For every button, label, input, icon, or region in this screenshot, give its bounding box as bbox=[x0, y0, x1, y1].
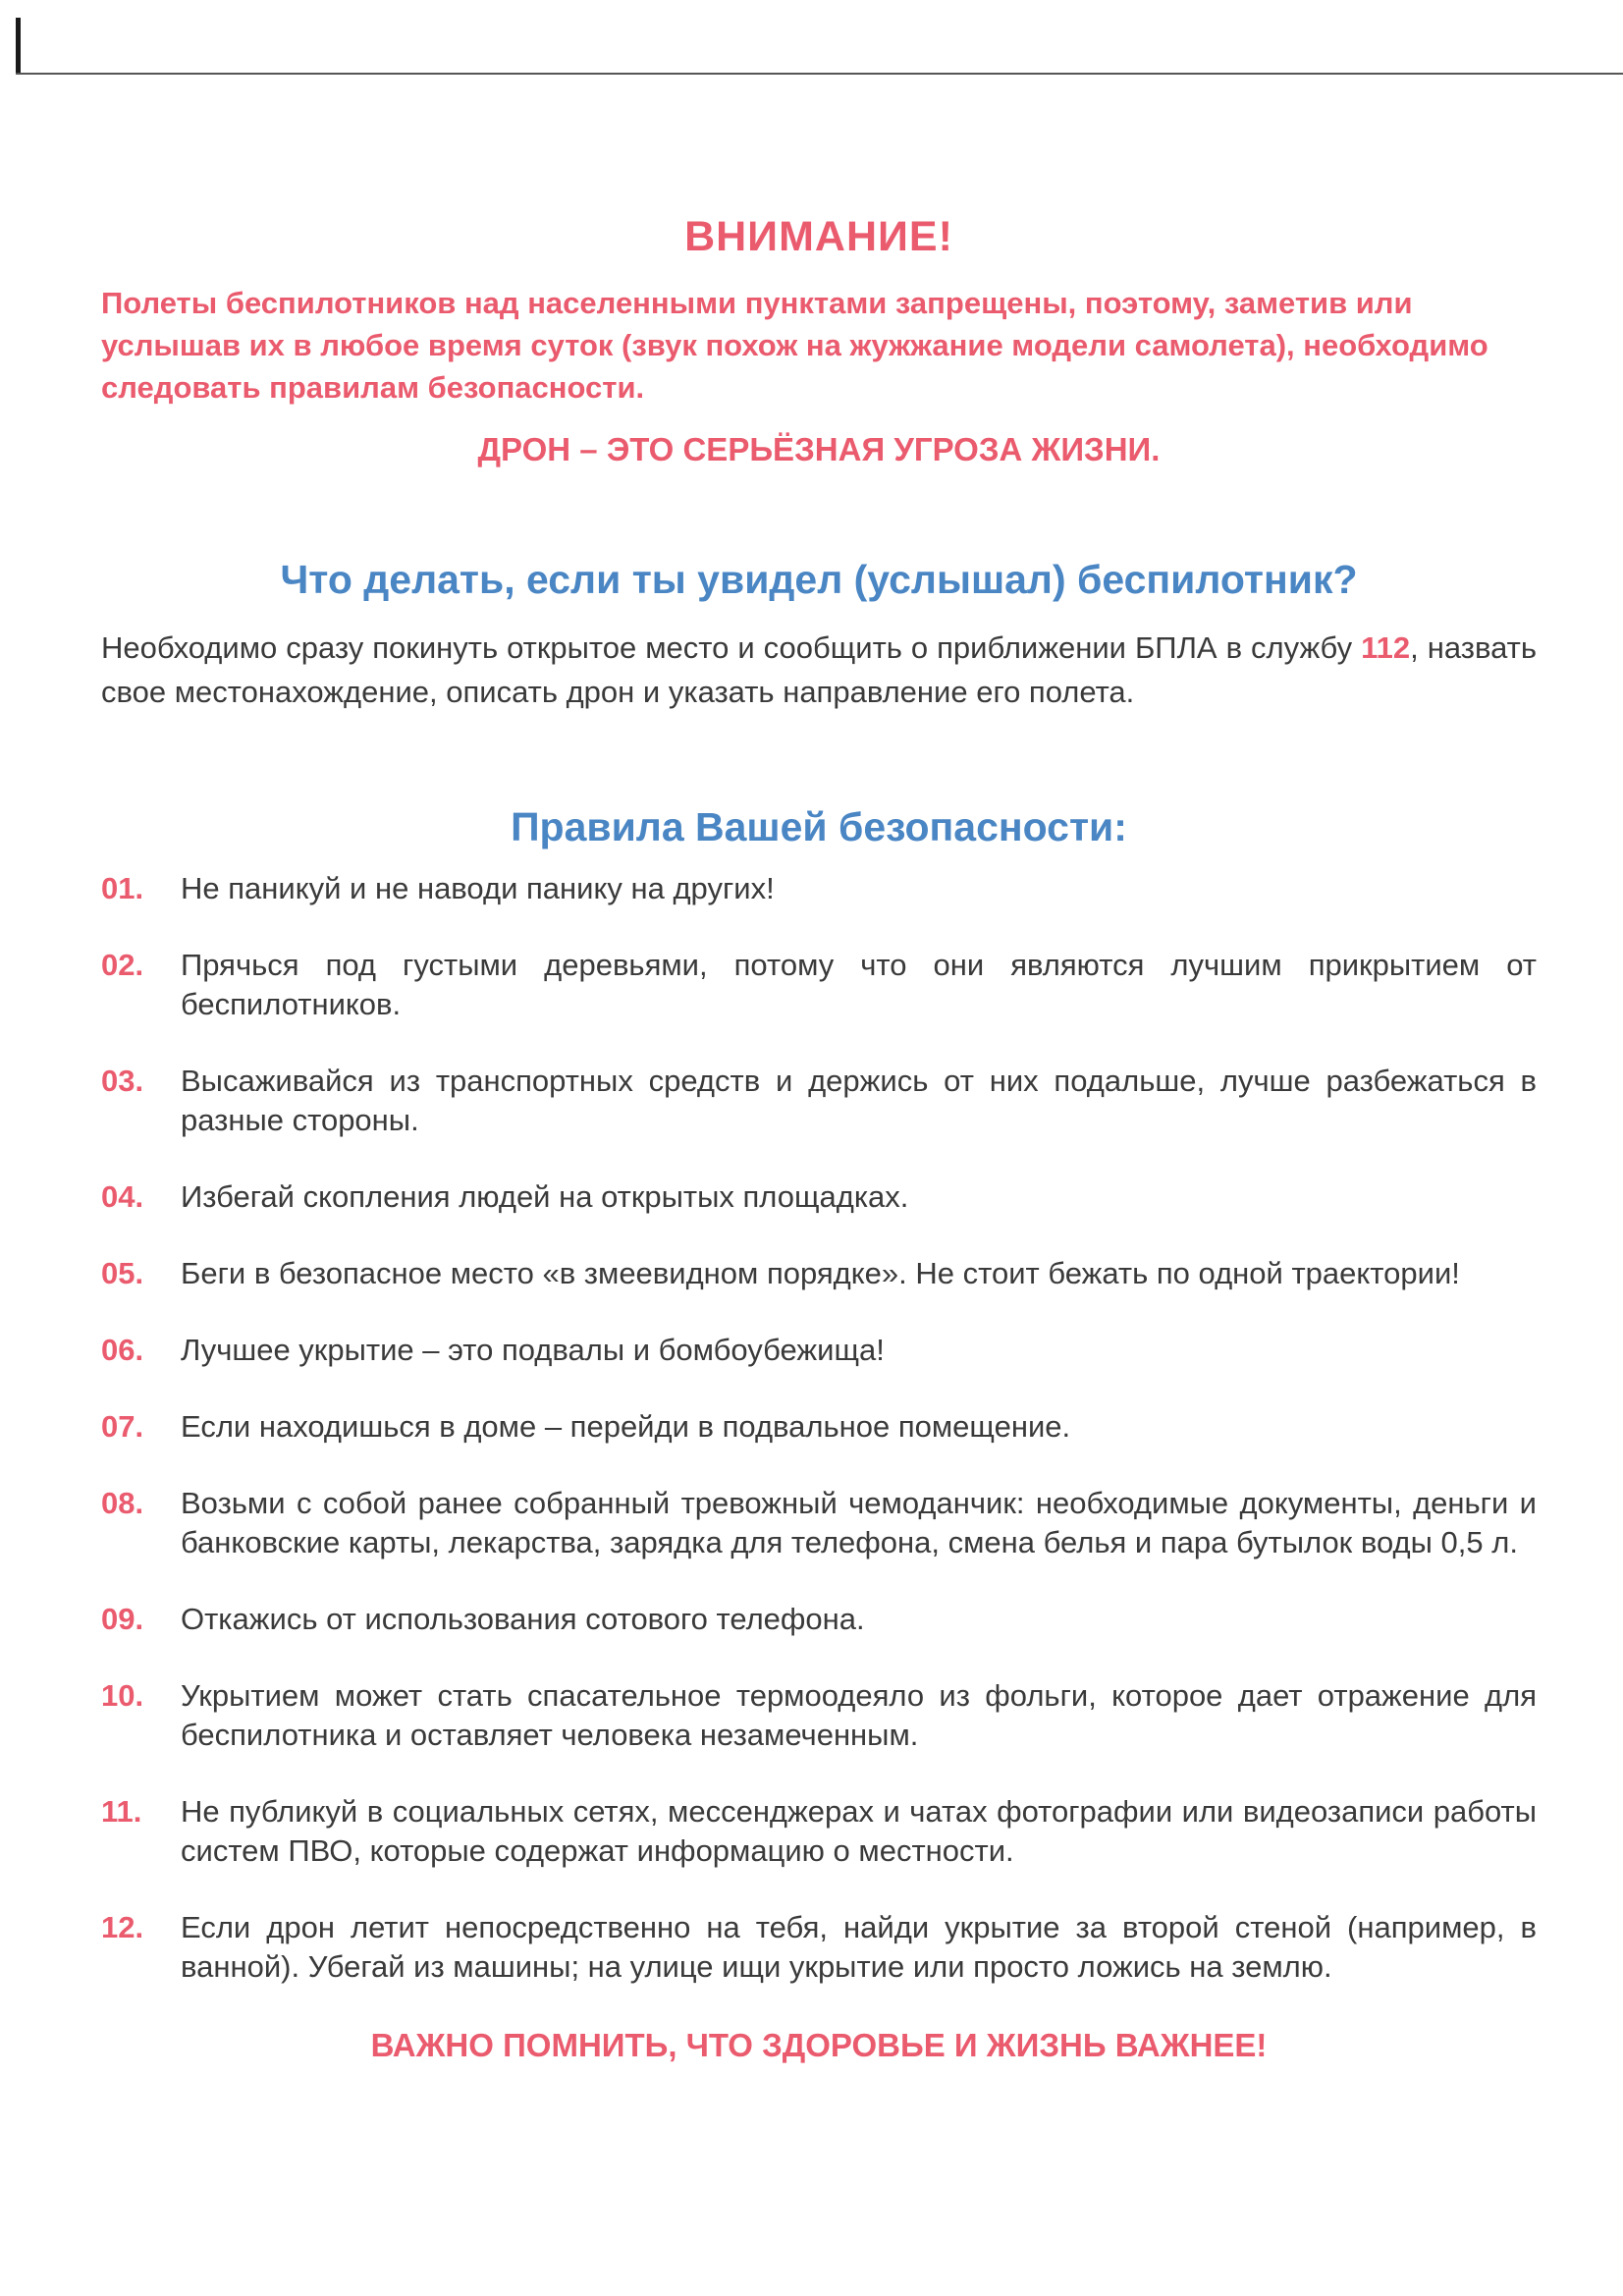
rule-number: 06. bbox=[101, 1333, 144, 1367]
rule-number: 10. bbox=[101, 1678, 144, 1713]
attention-title: ВНИМАНИЕ! bbox=[684, 213, 953, 260]
rule-item bbox=[101, 1484, 1537, 1562]
rule-text: Если находишься в доме – перейди в подвальное помещение. bbox=[181, 1409, 1071, 1444]
emergency-number: 112 bbox=[1361, 630, 1411, 665]
footer-note: ВАЖНО ПОМНИТЬ, ЧТО ЗДОРОВЬЕ И ЖИЗНЬ ВАЖНЕЕ! bbox=[370, 2027, 1268, 2063]
rules-heading: Правила Вашей безопасности: bbox=[511, 804, 1127, 849]
rule-text: Беги в безопасное место «в змеевидном порядке». Не стоит бежать по одной траектории! bbox=[181, 1256, 1460, 1290]
leaflet-page bbox=[101, 211, 1537, 2067]
rule-text: Прячься под густыми деревьями, потому что они являются лучшим прикрытием от беспилотников. bbox=[181, 948, 1537, 1021]
rule-item bbox=[101, 1676, 1537, 1755]
rule-number: 04. bbox=[101, 1179, 144, 1214]
attention-block bbox=[101, 211, 1537, 471]
rule-item bbox=[101, 1331, 1537, 1370]
rules-list bbox=[101, 869, 1537, 1987]
rule-item bbox=[101, 1407, 1537, 1447]
attention-text: Полеты беспилотников над населенными пунктами запрещены, поэтому, заметив или услышав их в любое время суток (звук похож на жужжание модели самолета), необходимо следовать правилам безопасности. bbox=[101, 286, 1488, 405]
scan-border-horizontal bbox=[16, 73, 1623, 75]
rule-number: 08. bbox=[101, 1486, 144, 1520]
attention-threat: ДРОН – ЭТО СЕРЬЁЗНАЯ УГРОЗА ЖИЗНИ. bbox=[477, 431, 1161, 467]
rule-text: Избегай скопления людей на открытых площадках. bbox=[181, 1179, 909, 1214]
rule-number: 01. bbox=[101, 871, 144, 905]
what-to-do-text-after: , назвать свое местонахождение, описать дрон и указать направление его полета. bbox=[101, 630, 1537, 709]
rule-number: 11. bbox=[101, 1794, 142, 1829]
rule-number: 09. bbox=[101, 1602, 144, 1636]
rule-text: Не паникуй и не наводи панику на других! bbox=[181, 871, 775, 905]
rule-text: Не публикуй в социальных сетях, мессенджерах и чатах фотографии или видеозаписи работы систем ПВО, которые содержат информацию о местности. bbox=[181, 1794, 1537, 1868]
rule-number: 07. bbox=[101, 1409, 144, 1444]
rule-text: Высаживайся из транспортных средств и держись от них подальше, лучше разбежаться в разные стороны. bbox=[181, 1064, 1537, 1137]
rule-number: 03. bbox=[101, 1064, 144, 1098]
rule-item bbox=[101, 1792, 1537, 1871]
rule-item bbox=[101, 1062, 1537, 1140]
rule-item bbox=[101, 1177, 1537, 1217]
what-to-do-heading: Что делать, если ты увидел (услышал) беспилотник? bbox=[280, 557, 1358, 602]
rule-text: Лучшее укрытие – это подвалы и бомбоубежища! bbox=[181, 1333, 885, 1367]
rule-item bbox=[101, 1600, 1537, 1639]
rule-number: 12. bbox=[101, 1910, 144, 1944]
rule-number: 05. bbox=[101, 1256, 144, 1290]
rule-number: 02. bbox=[101, 948, 144, 982]
rule-text: Откажись от использования сотового телефона. bbox=[181, 1602, 865, 1636]
rule-item bbox=[101, 1908, 1537, 1987]
rule-text: Возьми с собой ранее собранный тревожный чемоданчик: необходимые документы, деньги и банковские карты, лекарства, зарядка для телефона, смена белья и пара бутылок воды 0,5 л. bbox=[181, 1486, 1537, 1559]
scan-border-vertical bbox=[16, 18, 21, 75]
what-to-do-text-before: Необходимо сразу покинуть открытое место и сообщить о приближении БПЛА в службу bbox=[101, 630, 1362, 665]
rule-item bbox=[101, 1254, 1537, 1293]
rule-text: Если дрон летит непосредственно на тебя, найди укрытие за второй стеной (например, в ванной). Убегай из машины; на улице ищи укрытие или просто ложись на землю. bbox=[181, 1910, 1537, 1984]
rule-text: Укрытием может стать спасательное термоодеяло из фольги, которое дает отражение для беспилотника и оставляет человека незамеченным. bbox=[181, 1678, 1537, 1752]
rule-item bbox=[101, 869, 1537, 908]
what-to-do-text bbox=[101, 626, 1537, 714]
rule-item bbox=[101, 946, 1537, 1024]
